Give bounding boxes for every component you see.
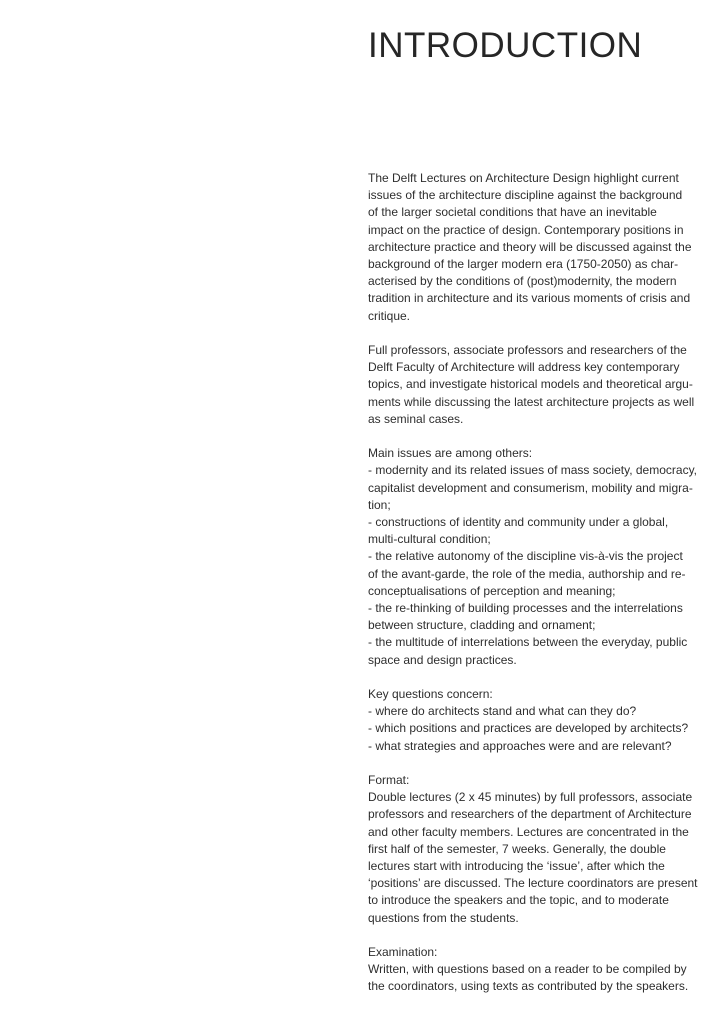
text-line: - what strategies and approaches were and are relevant? xyxy=(368,738,672,753)
text-line: - the re-thinking of building processes and the interrelations xyxy=(368,601,683,616)
text-line: - which positions and practices are developed by architects? xyxy=(368,721,689,736)
page-title: INTRODUCTION xyxy=(368,26,643,65)
text-line: ments while discussing the latest architecture projects as well xyxy=(368,394,695,409)
text-line: The Delft Lectures on Architecture Design highlight current xyxy=(368,171,679,185)
text-line: of the larger societal conditions that have an inevitable xyxy=(368,205,657,220)
text-line: Double lectures (2 x 45 minutes) by full professors, associate xyxy=(368,790,693,805)
text-line: issues of the architecture discipline against the background xyxy=(368,188,683,203)
text-line: - where do architects stand and what can they do? xyxy=(368,704,637,719)
key-questions-paragraph xyxy=(368,686,698,755)
text-line: space and design practices. xyxy=(368,652,517,667)
text-line: lectures start with introducing the ‘issue’, after which the xyxy=(368,859,665,874)
text-line: Examination: xyxy=(368,945,438,960)
text-line: - the relative autonomy of the discipline vis-à-vis the project xyxy=(368,549,683,564)
text-line: - the multitude of interrelations between the everyday, public xyxy=(368,635,688,650)
text-line: tradition in architecture and its various moments of crisis and xyxy=(368,291,691,306)
text-line: Written, with questions based on a reader to be compiled by xyxy=(368,962,687,977)
text-line: multi-cultural condition; xyxy=(368,532,491,547)
text-line: first half of the semester, 7 weeks. Generally, the double xyxy=(368,841,666,856)
body-text xyxy=(368,170,698,996)
text-line: topics, and investigate historical models and theoretical argu- xyxy=(368,377,693,392)
text-line: the coordinators, using texts as contributed by the speakers. xyxy=(368,979,689,994)
text-line: background of the larger modern era (1750-2050) as char- xyxy=(368,257,679,272)
text-line: to introduce the speakers and the topic, and to moderate xyxy=(368,893,669,908)
text-line: between structure, cladding and ornament; xyxy=(368,618,596,633)
text-line: as seminal cases. xyxy=(368,411,464,426)
text-line: architecture practice and theory will be discussed against the xyxy=(368,239,692,254)
text-line: - constructions of identity and community under a global, xyxy=(368,515,669,530)
text-line: - modernity and its related issues of mass society, democracy, xyxy=(368,463,698,478)
text-line: tion; xyxy=(368,497,391,512)
text-line: acterised by the conditions of (post)modernity, the modern xyxy=(368,274,677,289)
text-line: Main issues are among others: xyxy=(368,446,533,461)
format-paragraph xyxy=(368,772,698,927)
text-line: Full professors, associate professors and researchers of the xyxy=(368,343,687,358)
text-line: impact on the practice of design. Contemporary positions in xyxy=(368,222,684,237)
text-line: Key questions concern: xyxy=(368,687,493,702)
text-line: professors and researchers of the department of Architecture xyxy=(368,807,692,822)
examination-paragraph xyxy=(368,944,698,996)
text-line: capitalist development and consumerism, mobility and migra- xyxy=(368,480,693,495)
text-line: and other faculty members. Lectures are concentrated in the xyxy=(368,824,689,839)
intro-paragraph xyxy=(368,170,698,325)
text-line: conceptualisations of perception and meaning; xyxy=(368,583,616,598)
text-line: ‘positions’ are discussed. The lecture coordinators are present xyxy=(368,876,698,891)
text-line: Format: xyxy=(368,773,410,788)
text-line: questions from the students. xyxy=(368,910,519,925)
faculty-paragraph xyxy=(368,342,698,428)
main-issues-paragraph xyxy=(368,445,698,669)
text-line: of the avant-garde, the role of the media, authorship and re- xyxy=(368,566,686,581)
text-line: Delft Faculty of Architecture will address key contemporary xyxy=(368,360,680,375)
text-line: critique. xyxy=(368,308,411,323)
